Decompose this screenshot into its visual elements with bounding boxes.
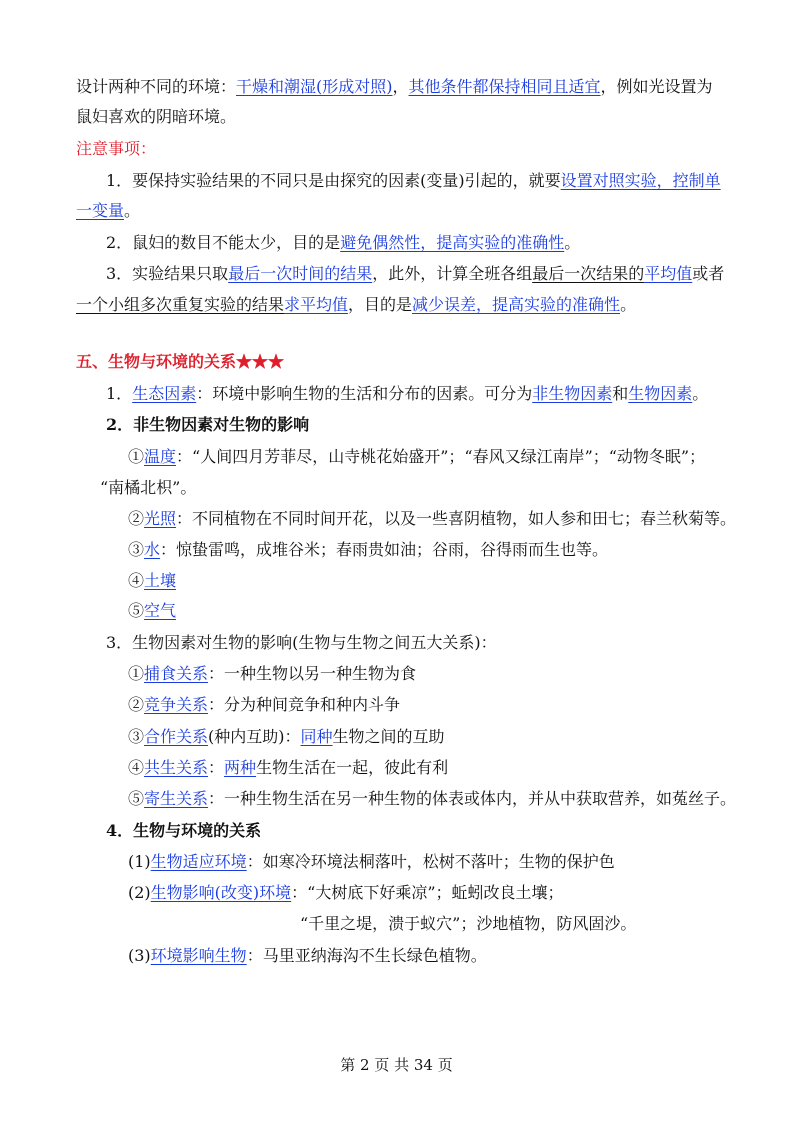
text: ：马里亚纳海沟不生长绿色植物。 [246,946,487,965]
env-influence [128,882,564,904]
biotic-predation [128,663,416,685]
abiotic-temperature [128,446,705,468]
item-ecological-factors [106,383,708,405]
abiotic-light [128,508,736,530]
text: 1． [106,384,133,403]
text: 生物之间的互助 [332,727,445,746]
text: ，例如光设置为 [600,77,713,96]
key-term: 减少误差，提高实验的准确性 [412,295,621,314]
key-term: 非生物因素 [532,384,613,403]
abiotic-air [128,600,176,622]
abiotic-temperature-cont [100,477,196,499]
text: (3) [128,946,151,965]
text: ，此外，计算全班各组 [372,264,533,283]
notes-heading: 注意事项： [76,139,157,158]
text: 。 [620,295,637,314]
key-term: 合作关系 [144,727,209,746]
subheading-biotic: 3．生物因素对生物的影响(生物与生物之间五大关系)： [106,633,497,652]
key-term: 环境影响生物 [150,946,247,965]
text: ：不同植物在不同时间开花，以及一些喜阴植物，如人参和田七；春兰秋菊等。 [176,509,737,528]
note-item-2 [106,232,580,254]
subheading-environment: 4．生物与环境的关系 [106,821,262,840]
biotic-parasitism [128,788,736,810]
text: ：如寒冷环境法桐落叶，松树不落叶；生物的保护色 [246,852,615,871]
note-item-3 [106,263,724,285]
text: ③ [128,727,145,746]
key-term: 竞争关系 [144,695,209,714]
text: ：“大树底下好乘凉”；蚯蚓改良土壤； [291,883,564,902]
text: 设计两种不同的环境： [76,77,237,96]
note-item-3-cont [76,294,636,316]
text: 。 [124,201,141,220]
key-term: 干燥和潮湿(形成对照) [236,77,393,96]
text: ⑤ [128,789,145,808]
key-term: 其他条件都保持相同且适宜 [408,77,601,96]
text: ② [128,509,145,528]
key-term: 生态因素 [132,384,197,403]
text: ：惊蛰雷鸣，成堆谷米；春雨贵如油；谷雨，谷得雨而生也等。 [160,540,609,559]
text: ② [128,695,145,714]
paragraph-line [76,106,236,128]
text: ③ [128,540,145,559]
text: ：一种生物以另一种生物为食 [208,664,417,683]
env-adaptation [128,851,615,873]
key-term: 共生关系 [144,758,209,777]
text: 。 [692,384,709,403]
env-effect [128,945,487,967]
text: 3．实验结果只取 [106,264,229,283]
key-term: 平均值 [644,264,693,283]
key-term: 土壤 [144,571,177,590]
paragraph-line [76,76,713,98]
biotic-competition [128,694,400,716]
text: ⑤ [128,601,145,620]
key-term: 最后一次时间的结果 [228,264,373,283]
text: ，目的是 [348,295,413,314]
text: ：分为种间竞争和种内斗争 [208,695,401,714]
key-term: 一变量 [76,201,125,220]
text: ： [208,758,225,777]
abiotic-soil [128,570,176,592]
text: “南橘北枳”。 [100,478,197,497]
biotic-symbiosis [128,757,448,779]
text: ：环境中影响生物的生活和分布的因素。可分为 [196,384,533,403]
key-term: 设置对照实验，控制单 [560,171,721,190]
text: 和 [612,384,629,403]
text: (种内互助)： [208,727,301,746]
env-influence-cont [300,913,636,935]
text: ， [392,77,409,96]
text: 。 [564,233,581,252]
note-item-1 [106,170,721,192]
text: 生物生活在一起，彼此有利 [256,758,449,777]
text: ① [128,664,145,683]
biotic-cooperation [128,726,445,748]
key-term: 捕食关系 [144,664,209,683]
text: ④ [128,571,145,590]
abiotic-water [128,539,608,561]
text: ：一种生物生活在另一种生物的体表或体内，并从中获取营养，如菟丝子。 [208,789,737,808]
page-number: 第 2 页 共 34 页 [340,1056,453,1074]
note-item-1-cont [76,200,140,222]
text: 或者 [692,264,725,283]
text: ④ [128,758,145,777]
key-term: 一个小组多次重复实验的结果 [76,295,285,314]
subheading-abiotic: 2．非生物因素对生物的影响 [106,415,310,434]
text: “千里之堤，溃于蚁穴”；沙地植物，防风固沙。 [300,914,637,933]
key-term: 最后一次结果的 [532,264,645,283]
key-term: 同种 [300,727,333,746]
section-heading: 五、生物与环境的关系★★★ [76,352,285,371]
text: 1．要保持实验结果的不同只是由探究的因素(变量)引起的，就要 [106,171,561,190]
text: (2) [128,883,151,902]
key-term: 生物适应环境 [150,852,247,871]
key-term: 温度 [144,447,177,466]
key-term: 光照 [144,509,177,528]
key-term: 水 [144,540,161,559]
key-term: 求平均值 [284,295,349,314]
text: ① [128,447,145,466]
text: ：“人间四月芳菲尽，山寺桃花始盛开”；“春风又绿江南岸”；“动物冬眠”； [176,447,706,466]
key-term: 生物影响(改变)环境 [150,883,292,902]
text: 鼠妇喜欢的阴暗环境。 [76,107,237,126]
text: 2．鼠妇的数目不能太少，目的是 [106,233,341,252]
text: (1) [128,852,151,871]
key-term: 生物因素 [628,384,693,403]
key-term: 寄生关系 [144,789,209,808]
key-term: 空气 [144,601,177,620]
key-term: 两种 [224,758,257,777]
key-term: 避免偶然性，提高实验的准确性 [340,233,565,252]
